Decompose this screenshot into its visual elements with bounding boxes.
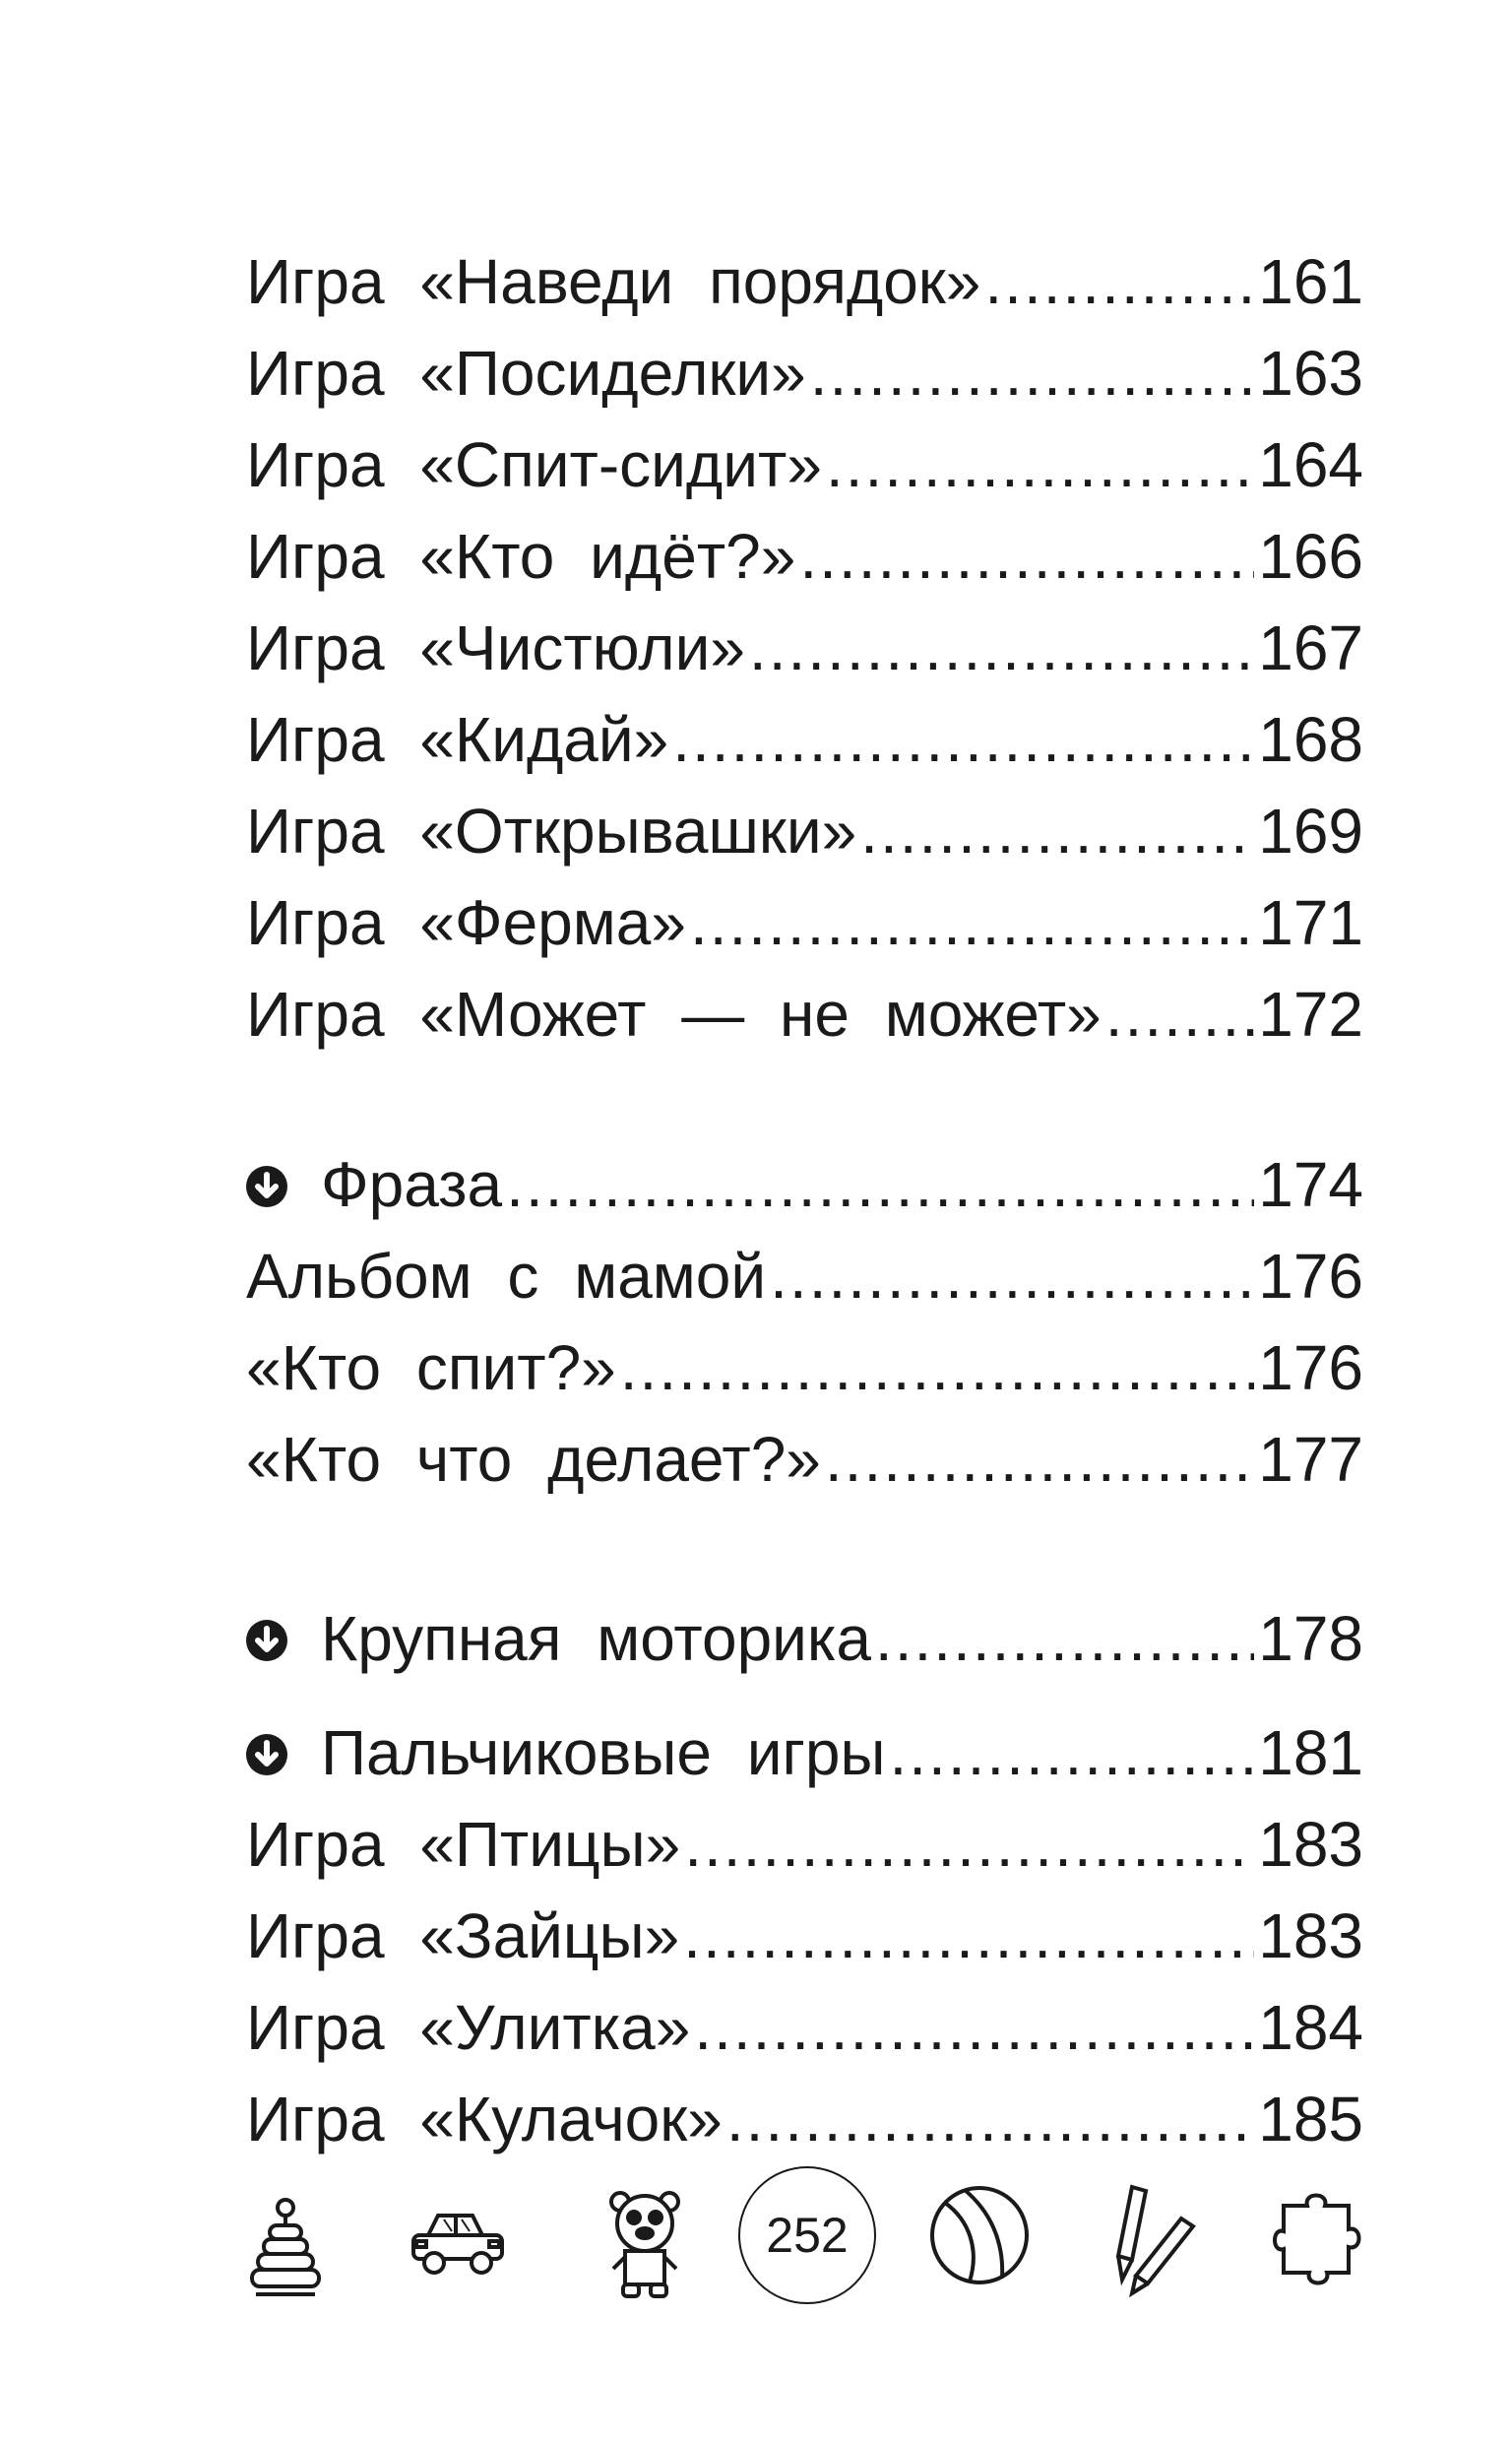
toc-entry-title: Игра «Кидай» — [246, 704, 669, 775]
dot-leader — [826, 425, 1254, 504]
toc-entry[interactable] — [246, 1805, 1363, 1884]
toc-entry-title: Игра «Спит-сидит» — [246, 429, 822, 500]
toc-entry[interactable] — [246, 242, 1363, 321]
dot-leader — [690, 883, 1254, 962]
toc-entry[interactable] — [246, 609, 1363, 687]
toc-entry[interactable] — [246, 334, 1363, 413]
page-footer — [236, 2166, 1378, 2334]
dot-leader — [984, 242, 1254, 321]
arrow-down-circle-icon — [246, 1620, 287, 1661]
dot-leader — [860, 792, 1254, 870]
toc-entry-title: Игра «Кто идёт?» — [246, 521, 796, 592]
toc-entry-title: Пальчиковые игры — [321, 1717, 886, 1788]
toc-entry[interactable] — [246, 2080, 1363, 2158]
pyramid-toy-icon — [246, 2196, 325, 2304]
toc-entry-title: «Кто спит?» — [246, 1332, 616, 1403]
toc-entry-page: 167 — [1258, 612, 1363, 683]
toc-entry[interactable] — [246, 425, 1363, 504]
toc-entry[interactable] — [246, 1420, 1363, 1499]
toc-entry-page: 172 — [1258, 979, 1363, 1050]
toc-entry-title: Игра «Ферма» — [246, 887, 686, 958]
toc-entry-page: 181 — [1258, 1717, 1363, 1788]
toc-entry-page: 161 — [1258, 246, 1363, 317]
toc-entry-page: 164 — [1258, 429, 1363, 500]
toy-car-icon — [409, 2206, 507, 2284]
toc-entry-page: 166 — [1258, 521, 1363, 592]
toc-entry-title: «Кто что делает?» — [246, 1424, 821, 1495]
toc-entry-page: 169 — [1258, 796, 1363, 867]
dot-leader — [683, 1897, 1254, 1975]
dot-leader — [825, 1420, 1254, 1499]
pencils-icon — [1102, 2181, 1211, 2299]
toc-entry-title: Альбом с мамой — [246, 1241, 767, 1312]
toc-entry-title: Крупная моторика — [321, 1603, 871, 1674]
toc-entry-page: 176 — [1258, 1332, 1363, 1403]
dot-leader — [889, 1713, 1254, 1792]
arrow-down-circle-icon — [246, 1734, 287, 1775]
dot-leader — [875, 1599, 1254, 1678]
toc-entry-page: 163 — [1258, 338, 1363, 409]
dot-leader — [770, 1237, 1254, 1316]
toc-entry-page: 168 — [1258, 704, 1363, 775]
toc-section-entry[interactable] — [246, 1145, 1363, 1224]
toc-entry-page: 185 — [1258, 2084, 1363, 2154]
toc-entry[interactable] — [246, 1897, 1363, 1975]
dot-leader — [749, 609, 1254, 687]
toc-entry-title: Игра «Зайцы» — [246, 1900, 680, 1971]
toc-section-entry[interactable] — [246, 1599, 1363, 1678]
toc-entry[interactable] — [246, 1237, 1363, 1316]
toc-entry-title: Игра «Может — не может» — [246, 979, 1102, 1050]
toc-entry[interactable] — [246, 1328, 1363, 1407]
toc-entry-title: Игра «Кулачок» — [246, 2084, 723, 2154]
dot-leader — [799, 517, 1254, 596]
toc-entry[interactable] — [246, 1988, 1363, 2067]
dot-leader — [620, 1328, 1254, 1407]
dot-leader — [1105, 975, 1254, 1054]
dot-leader — [506, 1145, 1254, 1224]
dot-leader — [726, 2080, 1254, 2158]
toc-entry[interactable] — [246, 517, 1363, 596]
toc-entry-page: 178 — [1258, 1603, 1363, 1674]
page-number: 252 — [738, 2166, 876, 2304]
toc-entry-page: 184 — [1258, 1992, 1363, 2063]
toc-entry-title: Игра «Наведи порядок» — [246, 246, 981, 317]
toc-entry[interactable] — [246, 883, 1363, 962]
toc-entry-title: Фраза — [321, 1149, 503, 1220]
toc-entry-page: 176 — [1258, 1241, 1363, 1312]
ball-icon — [925, 2181, 1034, 2289]
toc-entry-title: Игра «Птицы» — [246, 1809, 681, 1880]
toc-entry-page: 183 — [1258, 1900, 1363, 1971]
arrow-down-circle-icon — [246, 1166, 287, 1207]
toc-entry[interactable] — [246, 700, 1363, 779]
toc-entry-title: Игра «Посиделки» — [246, 338, 806, 409]
toc-entry-page: 174 — [1258, 1149, 1363, 1220]
dot-leader — [694, 1988, 1254, 2067]
dot-leader — [810, 334, 1254, 413]
toc-entry-page: 183 — [1258, 1809, 1363, 1880]
puzzle-piece-icon — [1270, 2186, 1378, 2294]
toc-entry-title: Игра «Открывашки» — [246, 796, 857, 867]
toc-entry[interactable] — [246, 792, 1363, 870]
toc-entry-page: 171 — [1258, 887, 1363, 958]
teddy-bear-icon — [605, 2186, 684, 2304]
toc-entry[interactable] — [246, 975, 1363, 1054]
toc-entry-title: Игра «Чистюли» — [246, 612, 745, 683]
toc-entry-title: Игра «Улитка» — [246, 1992, 691, 2063]
toc-entry-page: 177 — [1258, 1424, 1363, 1495]
dot-leader — [684, 1805, 1254, 1884]
dot-leader — [672, 700, 1254, 779]
toc-section-entry[interactable] — [246, 1713, 1363, 1792]
